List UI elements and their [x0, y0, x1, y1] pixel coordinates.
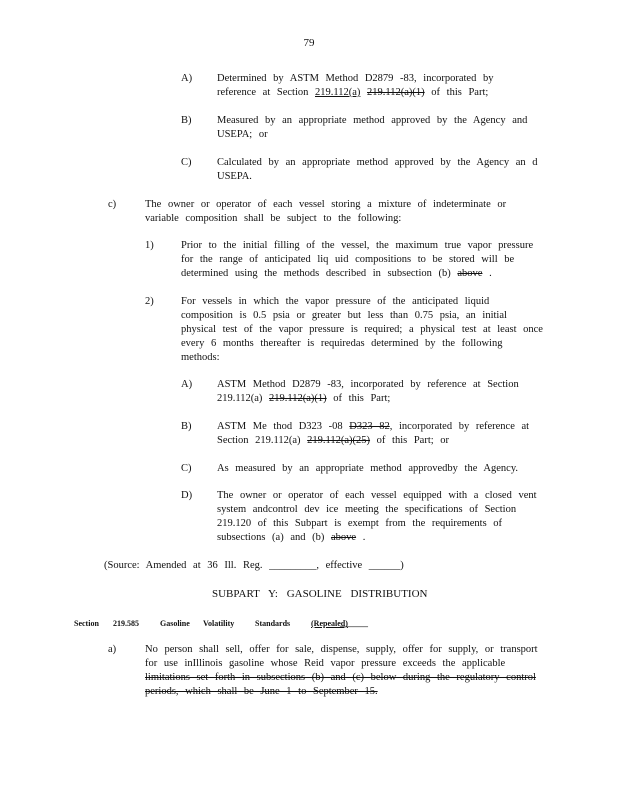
method-text-d — [217, 489, 537, 545]
text-run: system andcontrol dev ice meeting the specifications of Section — [217, 504, 517, 515]
text-run: Prior to the initial filling of the vessel, the maximum true vapor pressure — [181, 240, 534, 251]
text-run: Measured by an appropriate method approved by the Agency and — [217, 115, 528, 126]
text-run: The owner or operator of each vessel equipped with a closed vent — [217, 490, 537, 501]
text-run: variable composition shall be subject to the following: — [145, 213, 402, 224]
struck-text: D323 82 — [349, 421, 390, 432]
item-text-c — [217, 156, 538, 184]
item-text-b — [217, 114, 527, 142]
text-run: composition is 0.5 psia or greater but less than 0.75 psia, an initial — [181, 310, 507, 321]
subparagraph-text-1 — [181, 239, 533, 281]
text-line — [217, 503, 537, 517]
paragraph-text-c — [145, 198, 506, 226]
text-run: reference at Section — [217, 87, 315, 98]
text-run: Section 219.112(a) — [217, 435, 308, 446]
section-number: 219.585 — [113, 619, 139, 628]
section-title-word: Volatility — [203, 619, 235, 628]
text-line — [217, 156, 538, 170]
struck-text: above — [330, 532, 357, 543]
text-line — [217, 114, 527, 128]
text-line — [217, 517, 537, 531]
source-note — [104, 559, 404, 573]
text-line — [181, 253, 533, 267]
subparagraph-text-2 — [181, 295, 543, 365]
text-run: 219.120 of this Subpart is exempt from the requirements of — [217, 518, 503, 529]
text-line — [181, 239, 533, 253]
text-run: For vessels in which the vapor pressure of the anticipated liquid — [181, 296, 490, 307]
text-line — [217, 462, 518, 476]
paragraph-label-c: c) — [108, 199, 117, 210]
item-text-a — [217, 72, 493, 100]
item-label-a: A) — [181, 73, 193, 84]
text-run: determined using the methods described in subsection (b) — [181, 268, 458, 279]
text-line — [145, 643, 538, 657]
text-run: As measured by an appropriate method approvedby the Agency. — [217, 463, 519, 474]
text-run: . — [356, 532, 366, 543]
text-run: of this Part; — [326, 393, 391, 404]
subparagraph-label-1: 1) — [145, 240, 154, 251]
section-label: Section — [74, 619, 99, 628]
text-line — [217, 489, 537, 503]
method-label-d: D) — [181, 490, 193, 501]
struck-text: periods, which shall be June 1 to September 15. — [145, 686, 378, 697]
method-label-b: B) — [181, 421, 192, 432]
text-line — [217, 392, 519, 406]
text-line — [217, 128, 527, 142]
text-line — [217, 72, 493, 86]
method-text-c — [217, 462, 518, 476]
text-run: every 6 months thereafter is requiredas determined by the following — [181, 338, 503, 349]
text-run: Determined by ASTM Method D2879 -83, incorporated by — [217, 73, 494, 84]
subparagraph-label-2: 2) — [145, 296, 154, 307]
text-run: physical test of the vapor pressure is required; a physical test at least once — [181, 324, 543, 335]
text-line — [181, 351, 543, 365]
text-run: ASTM Method D2879 -83, incorporated by reference at Section — [217, 379, 519, 390]
struck-text: above — [457, 268, 483, 279]
text-run: No person shall sell, offer for sale, dispense, supply, offer for supply, or transport — [145, 644, 538, 655]
paragraph-text-a — [145, 643, 538, 699]
text-line — [217, 531, 537, 545]
text-line — [181, 309, 543, 323]
text-run: 219.112(a) — [217, 393, 270, 404]
text-line — [145, 198, 506, 212]
text-run: for the range of anticipated liq uid compositions to be stored will be — [181, 254, 515, 265]
section-repealed-marker: (Repealed) — [311, 619, 348, 628]
page-number: 79 — [303, 37, 315, 49]
struck-text: 219.112(a)(1) — [269, 393, 327, 404]
text-run: USEPA. — [217, 171, 252, 182]
text-line — [145, 212, 506, 226]
method-label-c: C) — [181, 463, 192, 474]
method-text-b — [217, 420, 529, 448]
text-run: of this Part; or — [370, 435, 450, 446]
section-title-word: Gasoline — [160, 619, 190, 628]
item-label-c: C) — [181, 157, 192, 168]
text-run: for use inIllinois gasoline whose Reid vapor pressure exceeds the applicable — [145, 658, 506, 669]
text-line — [217, 378, 519, 392]
item-label-b: B) — [181, 115, 192, 126]
text-line — [217, 420, 529, 434]
text-run: USEPA; or — [217, 129, 268, 140]
text-run: . — [482, 268, 492, 279]
text-line — [217, 434, 529, 448]
text-line — [217, 86, 493, 100]
text-line — [181, 323, 543, 337]
text-line — [181, 337, 543, 351]
text-run: , incorporated by reference at — [389, 421, 530, 432]
text-line — [217, 170, 538, 184]
text-line — [181, 267, 533, 281]
text-run: The owner or operator of each vessel storing a mixture of indeterminate or — [145, 199, 507, 210]
underlined-text: 219.112(a) — [315, 87, 361, 98]
struck-text: 219.112(a)(25) — [307, 435, 371, 446]
text-run: methods: — [181, 352, 220, 363]
section-title-word: Standards — [255, 619, 291, 628]
text-line — [145, 685, 538, 699]
text-run: Calculated by an appropriate method approved by the Agency an d — [217, 157, 538, 168]
method-label-a: A) — [181, 379, 193, 390]
text-run: (Source: Amended at 36 Ill. Reg. _________, effective ______) — [104, 560, 404, 571]
struck-text: limitations set forth in subsections (b) and (c) below during the regulatory control — [145, 672, 536, 683]
text-line — [145, 671, 538, 685]
text-line — [181, 295, 543, 309]
text-line — [145, 657, 538, 671]
struck-text: 219.112(a)(1) — [367, 87, 425, 98]
paragraph-label-a: a) — [108, 644, 117, 655]
text-run: subsections (a) and (b) — [217, 532, 331, 543]
text-run: ASTM Me thod D323 -08 — [217, 421, 350, 432]
subpart-heading: SUBPART Y: GASOLINE DISTRIBUTION — [212, 588, 428, 600]
method-text-a — [217, 378, 519, 406]
text-run: of this Part; — [424, 87, 489, 98]
section-heading-underline: _______ — [340, 619, 368, 628]
